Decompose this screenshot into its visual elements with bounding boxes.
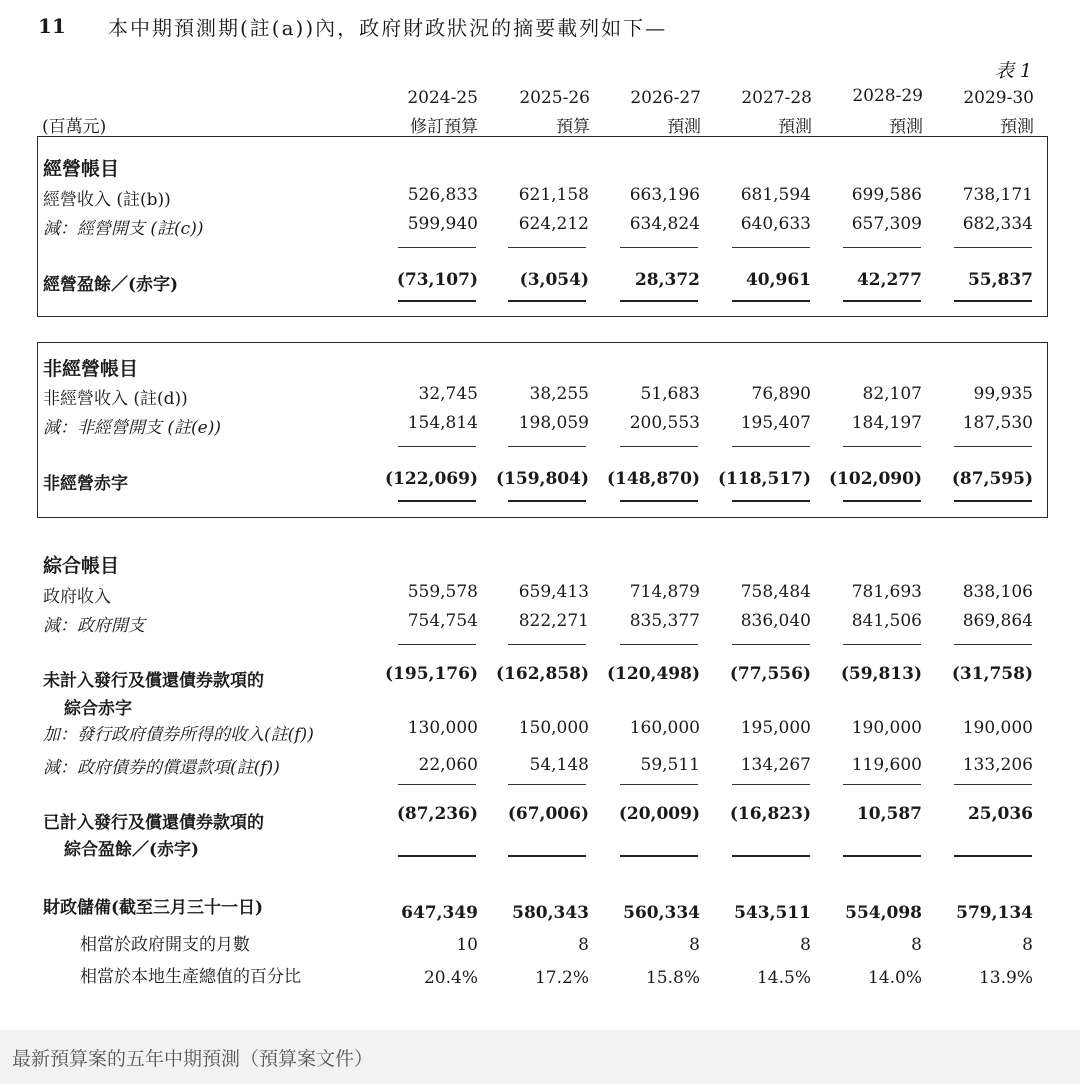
government-revenue-row-cell: 714,879 bbox=[629, 582, 700, 602]
column-label: 預測 bbox=[1000, 117, 1034, 137]
operating-surplus-row-cell: (73,107) bbox=[396, 270, 478, 290]
percent-of-gdp-row-cell: 20.4% bbox=[423, 968, 478, 988]
bond-repayment-row-cell: 119,600 bbox=[851, 755, 922, 775]
total-rule bbox=[620, 446, 698, 447]
capital-revenue-row-cell: 38,255 bbox=[529, 384, 589, 404]
capital-revenue-row-cell: 51,683 bbox=[640, 384, 700, 404]
months-of-expenditure-row-cell: 8 bbox=[1022, 935, 1033, 955]
capital-expenditure-row-cell: 187,530 bbox=[962, 413, 1033, 433]
total-rule bbox=[954, 247, 1032, 248]
surplus-after-bonds-row-cell: 25,036 bbox=[967, 804, 1033, 824]
total-rule bbox=[954, 784, 1032, 785]
bond-proceeds-row-cell: 160,000 bbox=[629, 718, 700, 738]
months-of-expenditure-row-cell: 8 bbox=[689, 935, 700, 955]
capital-deficit-row-cell: (118,517) bbox=[718, 469, 811, 489]
capital-expenditure-row-cell: 200,553 bbox=[629, 413, 700, 433]
total-rule bbox=[732, 855, 810, 857]
government-revenue-row-cell: 838,106 bbox=[962, 582, 1033, 602]
total-rule bbox=[954, 855, 1032, 857]
total-rule bbox=[398, 644, 476, 645]
capital-deficit-row-cell: (122,069) bbox=[385, 469, 478, 489]
percent-of-gdp-row-cell: 14.0% bbox=[867, 968, 922, 988]
paragraph-text: 本中期預測期(註(a))內，政府財政狀況的摘要載列如下— bbox=[108, 16, 668, 40]
operating-revenue-row-cell: 738,171 bbox=[962, 185, 1033, 205]
operating-surplus-label: 經營盈餘／(赤字) bbox=[43, 275, 179, 295]
fiscal-reserves-label: 財政儲備(截至三月三十一日) bbox=[43, 898, 264, 918]
surplus-after-bonds-row-cell: (67,006) bbox=[507, 804, 589, 824]
percent-of-gdp-row-cell: 17.2% bbox=[534, 968, 589, 988]
operating-surplus-row-cell: 40,961 bbox=[745, 270, 811, 290]
deficit-before-bonds-row-cell: (31,758) bbox=[951, 664, 1033, 684]
operating-surplus-row-cell: 28,372 bbox=[634, 270, 700, 290]
government-revenue-row-cell: 758,484 bbox=[740, 582, 811, 602]
total-rule bbox=[843, 446, 921, 447]
government-expenditure-row-cell: 754,754 bbox=[407, 611, 478, 631]
total-rule bbox=[732, 784, 810, 785]
percent-of-gdp-label: 相當於本地生產總值的百分比 bbox=[80, 967, 301, 987]
deficit-before-bonds-row-cell: (77,556) bbox=[729, 664, 811, 684]
column-year: 2025-26 bbox=[519, 88, 590, 108]
months-of-expenditure-row-cell: 8 bbox=[911, 935, 922, 955]
total-rule bbox=[843, 644, 921, 645]
operating-expenditure-row-cell: 657,309 bbox=[851, 214, 922, 234]
operating-revenue-row-cell: 526,833 bbox=[407, 185, 478, 205]
surplus-after-bonds-row-cell: (16,823) bbox=[729, 804, 811, 824]
government-expenditure-row-cell: 841,506 bbox=[851, 611, 922, 631]
operating-surplus-row-cell: 42,277 bbox=[856, 270, 922, 290]
capital-revenue-row-cell: 32,745 bbox=[418, 384, 478, 404]
bond-repayment-row-cell: 134,267 bbox=[740, 755, 811, 775]
deficit-before-bonds-row-cell: (59,813) bbox=[840, 664, 922, 684]
total-rule bbox=[508, 784, 586, 785]
capital-deficit-row-cell: (148,870) bbox=[607, 469, 700, 489]
total-rule bbox=[398, 855, 476, 857]
total-rule bbox=[843, 784, 921, 785]
government-expenditure-row-cell: 835,377 bbox=[629, 611, 700, 631]
total-rule bbox=[398, 300, 476, 302]
capital-deficit-row-cell: (159,804) bbox=[496, 469, 589, 489]
government-revenue-row-cell: 659,413 bbox=[518, 582, 589, 602]
total-rule bbox=[398, 500, 476, 502]
paragraph-number: 11 bbox=[38, 14, 66, 38]
government-expenditure-row-cell: 836,040 bbox=[740, 611, 811, 631]
bond-proceeds-row-cell: 190,000 bbox=[962, 718, 1033, 738]
bond-proceeds-row-cell: 190,000 bbox=[851, 718, 922, 738]
months-of-expenditure-row-cell: 10 bbox=[456, 935, 478, 955]
total-rule bbox=[732, 644, 810, 645]
capital-deficit-row-cell: (102,090) bbox=[829, 469, 922, 489]
government-revenue-label: 政府收入 bbox=[43, 587, 111, 607]
column-year: 2026-27 bbox=[630, 88, 701, 108]
column-label: 預測 bbox=[778, 117, 812, 137]
total-rule bbox=[732, 500, 810, 502]
total-rule bbox=[732, 247, 810, 248]
total-rule bbox=[954, 644, 1032, 645]
surplus-after-bonds-row-cell: 10,587 bbox=[856, 804, 922, 824]
column-year: 2029-30 bbox=[963, 88, 1034, 108]
bond-repayment-row-cell: 22,060 bbox=[418, 755, 478, 775]
total-rule bbox=[620, 500, 698, 502]
total-rule bbox=[954, 300, 1032, 302]
total-rule bbox=[954, 500, 1032, 502]
image-caption: 最新預算案的五年中期預測（預算案文件） bbox=[12, 1048, 374, 1070]
deficit-before-bonds-row-cell: (120,498) bbox=[607, 664, 700, 684]
operating-expenditure-row-cell: 599,940 bbox=[407, 214, 478, 234]
capital-deficit-label: 非經營赤字 bbox=[43, 474, 128, 494]
government-revenue-row-cell: 559,578 bbox=[407, 582, 478, 602]
bond-proceeds-row-cell: 130,000 bbox=[407, 718, 478, 738]
total-rule bbox=[508, 855, 586, 857]
months-of-expenditure-row-cell: 8 bbox=[578, 935, 589, 955]
total-rule bbox=[508, 500, 586, 502]
bond-proceeds-row-cell: 150,000 bbox=[518, 718, 589, 738]
total-rule bbox=[620, 300, 698, 302]
capital-expenditure-row-cell: 154,814 bbox=[407, 413, 478, 433]
operating-expenditure-row-cell: 634,824 bbox=[629, 214, 700, 234]
operating-revenue-row-cell: 621,158 bbox=[518, 185, 589, 205]
percent-of-gdp-row-cell: 15.8% bbox=[645, 968, 700, 988]
total-rule bbox=[508, 247, 586, 248]
column-year: 2028-29 bbox=[852, 86, 923, 106]
operating-revenue-row-cell: 663,196 bbox=[629, 185, 700, 205]
operating-revenue-row-cell: 681,594 bbox=[740, 185, 811, 205]
column-label: 修訂預算 bbox=[410, 117, 478, 137]
bond-repayment-row-cell: 59,511 bbox=[640, 755, 700, 775]
bond-repayment-row-cell: 54,148 bbox=[529, 755, 589, 775]
operating-revenue-row-cell: 699,586 bbox=[851, 185, 922, 205]
fiscal-reserves-row-cell: 543,511 bbox=[734, 903, 811, 923]
operating-expenditure-row-cell: 624,212 bbox=[518, 214, 589, 234]
total-rule bbox=[620, 784, 698, 785]
total-rule bbox=[843, 300, 921, 302]
operating-surplus-row-cell: 55,837 bbox=[967, 270, 1033, 290]
government-revenue-row-cell: 781,693 bbox=[851, 582, 922, 602]
column-label: 預算 bbox=[556, 117, 590, 137]
operating-revenue-label: 經營收入 (註(b)) bbox=[43, 190, 171, 210]
column-label: 預測 bbox=[889, 117, 923, 137]
total-rule bbox=[732, 446, 810, 447]
deficit-before-bonds-label-2: 綜合赤字 bbox=[64, 699, 132, 719]
surplus-after-bonds-label-2: 綜合盈餘／(赤字) bbox=[64, 840, 200, 860]
fiscal-reserves-row-cell: 554,098 bbox=[845, 903, 922, 923]
total-rule bbox=[732, 300, 810, 302]
table-id: 表 1 bbox=[994, 60, 1032, 82]
column-label: 預測 bbox=[667, 117, 701, 137]
deficit-before-bonds-label: 未計入發行及償還債券款項的 bbox=[43, 671, 264, 691]
fiscal-reserves-row-cell: 580,343 bbox=[512, 903, 589, 923]
total-rule bbox=[508, 300, 586, 302]
surplus-after-bonds-row-cell: (87,236) bbox=[396, 804, 478, 824]
operating-expenditure-row-cell: 682,334 bbox=[962, 214, 1033, 234]
capital-revenue-row-cell: 99,935 bbox=[973, 384, 1033, 404]
bond-proceeds-label: 加：發行政府債券所得的收入(註(f)) bbox=[43, 725, 314, 745]
capital-expenditure-label: 減：非經營開支 (註(e)) bbox=[43, 418, 221, 438]
government-expenditure-label: 減：政府開支 bbox=[43, 616, 145, 636]
operating-expenditure-row-cell: 640,633 bbox=[740, 214, 811, 234]
capital-revenue-row-cell: 82,107 bbox=[862, 384, 922, 404]
column-year: 2024-25 bbox=[407, 88, 478, 108]
months-of-expenditure-label: 相當於政府開支的月數 bbox=[80, 935, 250, 955]
total-rule bbox=[398, 247, 476, 248]
total-rule bbox=[398, 784, 476, 785]
capital-expenditure-row-cell: 184,197 bbox=[851, 413, 922, 433]
bond-repayment-label: 減：政府債券的償還款項(註(f)) bbox=[43, 758, 280, 778]
percent-of-gdp-row-cell: 14.5% bbox=[756, 968, 811, 988]
total-rule bbox=[620, 855, 698, 857]
column-year: 2027-28 bbox=[741, 88, 812, 108]
deficit-before-bonds-row-cell: (195,176) bbox=[385, 664, 478, 684]
capital-revenue-label: 非經營收入 (註(d)) bbox=[43, 389, 188, 409]
fiscal-reserves-row-cell: 579,134 bbox=[956, 903, 1033, 923]
total-rule bbox=[620, 644, 698, 645]
total-rule bbox=[508, 644, 586, 645]
total-rule bbox=[843, 855, 921, 857]
capital-expenditure-row-cell: 195,407 bbox=[740, 413, 811, 433]
percent-of-gdp-row-cell: 13.9% bbox=[978, 968, 1033, 988]
total-rule bbox=[508, 446, 586, 447]
capital-deficit-row-cell: (87,595) bbox=[951, 469, 1033, 489]
fiscal-reserves-row-cell: 560,334 bbox=[623, 903, 700, 923]
operating-surplus-row-cell: (3,054) bbox=[519, 270, 589, 290]
consolidated-account-title: 綜合帳目 bbox=[43, 555, 120, 577]
months-of-expenditure-row-cell: 8 bbox=[800, 935, 811, 955]
total-rule bbox=[843, 500, 921, 502]
total-rule bbox=[398, 446, 476, 447]
total-rule bbox=[620, 247, 698, 248]
operating-account-title: 經營帳目 bbox=[43, 158, 120, 180]
government-expenditure-row-cell: 869,864 bbox=[962, 611, 1033, 631]
unit-label: (百萬元) bbox=[42, 117, 107, 137]
deficit-before-bonds-row-cell: (162,858) bbox=[496, 664, 589, 684]
total-rule bbox=[843, 247, 921, 248]
capital-account-title: 非經營帳目 bbox=[43, 358, 139, 380]
fiscal-reserves-row-cell: 647,349 bbox=[401, 903, 478, 923]
government-expenditure-row-cell: 822,271 bbox=[518, 611, 589, 631]
surplus-after-bonds-row-cell: (20,009) bbox=[618, 804, 700, 824]
operating-expenditure-label: 減：經營開支 (註(c)) bbox=[43, 219, 204, 239]
surplus-after-bonds-label: 已計入發行及償還債券款項的 bbox=[43, 813, 264, 833]
bond-repayment-row-cell: 133,206 bbox=[962, 755, 1033, 775]
total-rule bbox=[954, 446, 1032, 447]
capital-revenue-row-cell: 76,890 bbox=[751, 384, 811, 404]
bond-proceeds-row-cell: 195,000 bbox=[740, 718, 811, 738]
capital-expenditure-row-cell: 198,059 bbox=[518, 413, 589, 433]
